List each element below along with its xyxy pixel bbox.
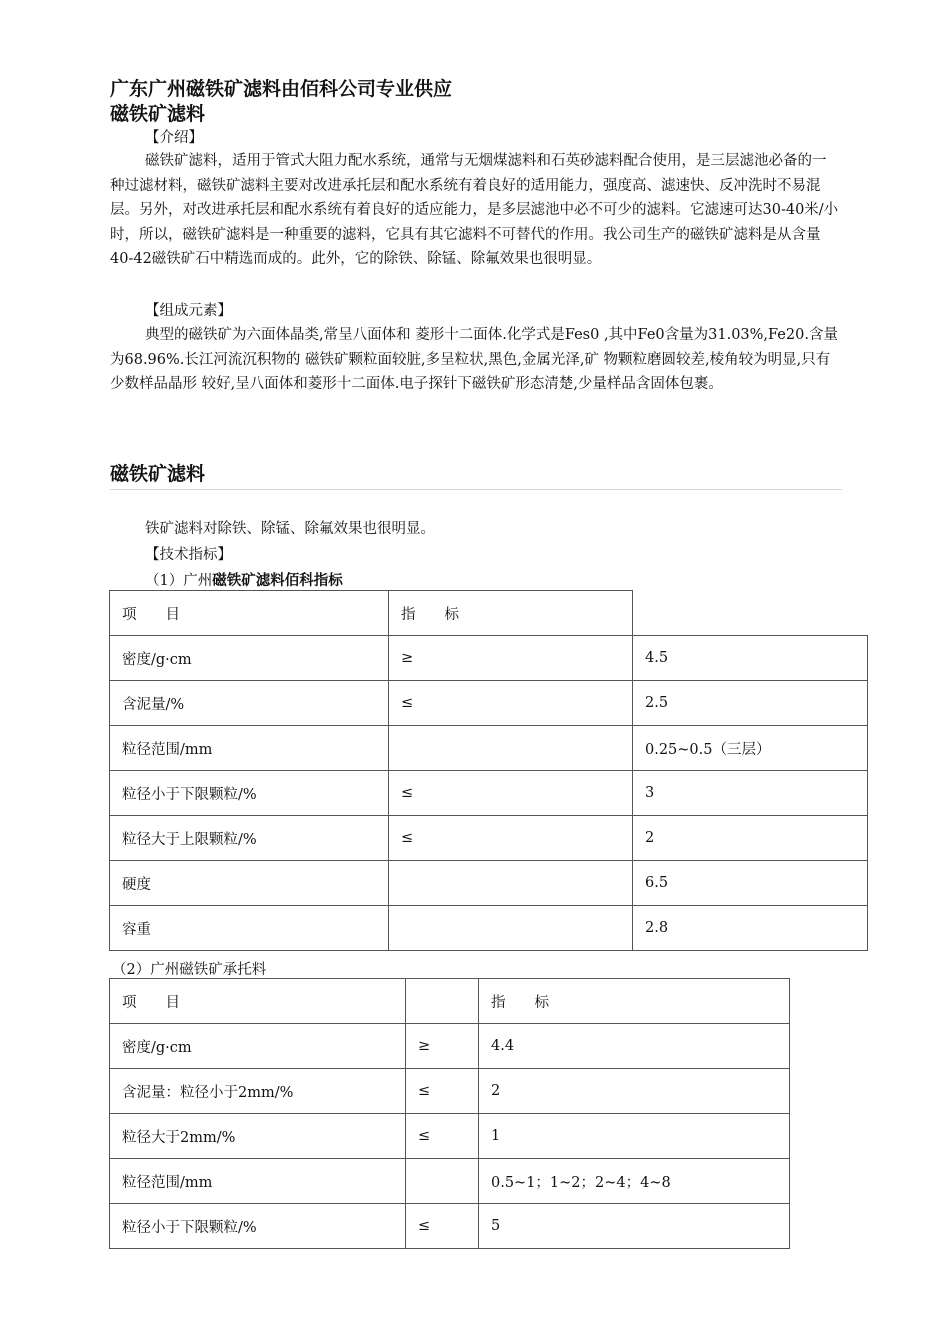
composition-heading: 【组成元素】 — [145, 303, 232, 319]
composition-paragraph: 典型的磁铁矿为六面体晶类,常呈八面体和 菱形十二面体.化学式是Fes0 ,其中Fe0含量为31.03%,Fe20.含量为68.96%.长江河流沉积物的 磁铁矿颗粒面较脏,多呈粒状,黑色,金属光泽,矿 物颗粒磨圆较差,棱角较为明显,只有少数样品晶形 较好,呈八面体和菱形十二面体.电子探针下磁铁矿形态清楚,少量样品含固体包裹。 — [110, 327, 838, 392]
table-cell: 0.25~0.5（三层） — [633, 726, 868, 771]
section-heading: 磁铁矿滤料 — [110, 463, 206, 485]
intro-heading: 【介绍】 — [145, 130, 203, 146]
table-row — [110, 771, 868, 816]
table-cell: 6.5 — [633, 861, 868, 906]
tech-heading: 【技术指标】 — [145, 547, 232, 563]
table-cell: 密度/g·cm — [110, 636, 389, 681]
table-header-cell: 指 标 — [479, 979, 790, 1024]
table-cell: 4.5 — [633, 636, 868, 681]
table1-caption — [145, 569, 343, 590]
intro-paragraph: 磁铁矿滤料，适用于管式大阻力配水系统，通常与无烟煤滤料和石英砂滤料配合使用，是三层滤池必备的一种过滤材料，磁铁矿滤料主要对改进承托层和配水系统有着良好的适用能力，强度高、滤速快、反冲洗时不易混层。另外，对改进承托层和配水系统有着良好的适应能力，是多层滤池中必不可少的滤料。它滤速可达30-40米/小时，所以，磁铁矿滤料是一种重要的滤料，它具有其它滤料不可替代的作用。我公司生产的磁铁矿滤料是从含量40-42磁铁矿石中精选而成的。此外，它的除铁、除锰、除氟效果也很明显。 — [110, 153, 839, 267]
table-row — [110, 906, 868, 951]
table-cell: 4.4 — [479, 1024, 790, 1069]
table-row — [110, 726, 868, 771]
table-cell: ≤ — [389, 771, 633, 816]
table-cell: 密度/g·cm — [110, 1024, 406, 1069]
table-header-cell: 指 标 — [389, 591, 633, 636]
table-cell: 粒径小于下限颗粒/% — [110, 1204, 406, 1249]
table-row — [110, 1114, 790, 1159]
table-row — [110, 1204, 790, 1249]
table-cell: 含泥量/% — [110, 681, 389, 726]
section-divider — [110, 489, 842, 490]
table-header-cell: 项 目 — [110, 591, 389, 636]
table-cell: 粒径范围/mm — [110, 726, 389, 771]
table-header-cell: 项 目 — [110, 979, 406, 1024]
table-cell: 0.5~1；1~2；2~4；4~8 — [479, 1159, 790, 1204]
section-intro-line: 铁矿滤料对除铁、除锰、除氟效果也很明显。 — [145, 521, 435, 537]
table2-caption: （2）广州磁铁矿承托料 — [112, 962, 267, 978]
table-cell: 1 — [479, 1114, 790, 1159]
spec-table-2 — [109, 978, 790, 1249]
table-header-row — [110, 591, 868, 636]
table-cell: 容重 — [110, 906, 389, 951]
table-cell: 2.8 — [633, 906, 868, 951]
table-cell: ≤ — [406, 1204, 479, 1249]
table-cell: ≥ — [406, 1024, 479, 1069]
table-cell: ≤ — [389, 816, 633, 861]
table-cell — [389, 861, 633, 906]
spec-table-1 — [109, 590, 868, 951]
table-cell: 2 — [479, 1069, 790, 1114]
table-row — [110, 861, 868, 906]
table-cell: 粒径大于2mm/% — [110, 1114, 406, 1159]
table-cell — [389, 906, 633, 951]
table-header-row — [110, 979, 790, 1024]
table-cell: 粒径范围/mm — [110, 1159, 406, 1204]
table-row — [110, 1159, 790, 1204]
table-cell — [406, 1159, 479, 1204]
table-row — [110, 1069, 790, 1114]
table-cell: ≤ — [389, 681, 633, 726]
table-cell: 粒径大于上限颗粒/% — [110, 816, 389, 861]
document-subtitle: 磁铁矿滤料 — [110, 103, 206, 125]
table-row — [110, 636, 868, 681]
table1-caption-bold: 磁铁矿滤料佰科指标 — [212, 573, 343, 589]
table-cell: 3 — [633, 771, 868, 816]
table-row — [110, 681, 868, 726]
table-cell: 粒径小于下限颗粒/% — [110, 771, 389, 816]
table-header-cell — [406, 979, 479, 1024]
table-cell — [389, 726, 633, 771]
table-cell: 2.5 — [633, 681, 868, 726]
table-cell: 硬度 — [110, 861, 389, 906]
table1-caption-prefix: （1）广州 — [145, 573, 213, 589]
table-row — [110, 1024, 790, 1069]
table-cell: ≤ — [406, 1114, 479, 1159]
table-cell: 2 — [633, 816, 868, 861]
table-empty-cell — [633, 591, 868, 636]
document-title: 广东广州磁铁矿滤料由佰科公司专业供应 — [110, 78, 453, 100]
table-cell: ≤ — [406, 1069, 479, 1114]
table-row — [110, 816, 868, 861]
table-cell: 5 — [479, 1204, 790, 1249]
table-cell: 含泥量：粒径小于2mm/% — [110, 1069, 406, 1114]
table-cell: ≥ — [389, 636, 633, 681]
